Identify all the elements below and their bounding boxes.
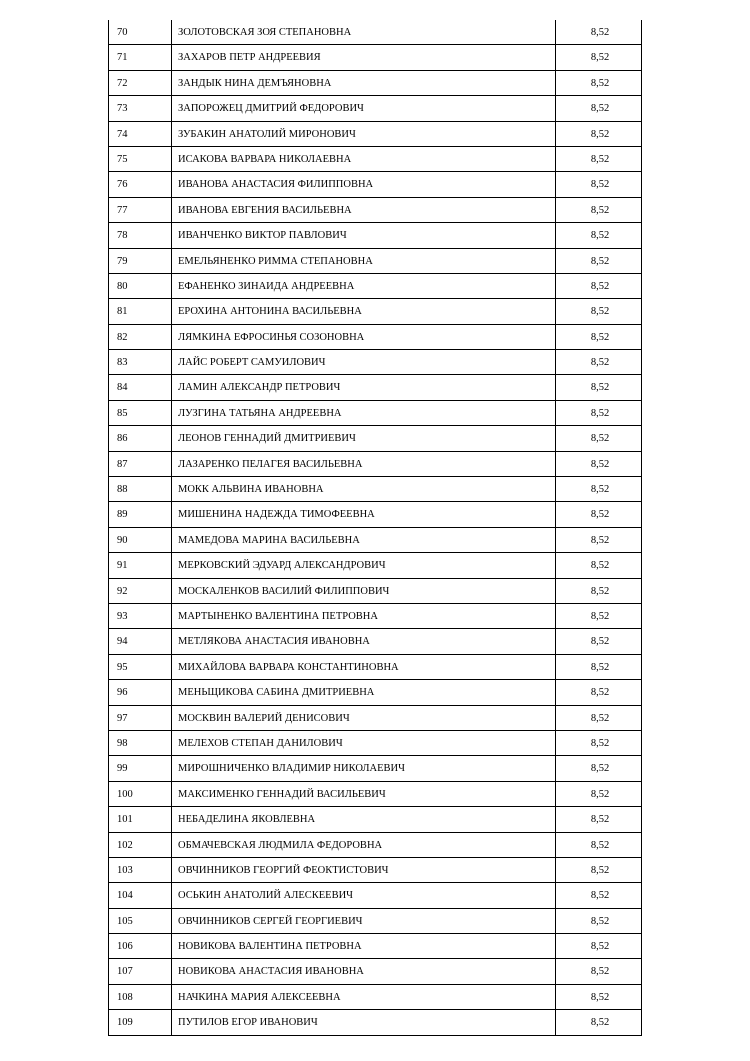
row-number-cell: [109, 96, 172, 121]
row-number-cell: [109, 248, 172, 273]
amount-text: 8,52: [590, 788, 610, 800]
row-number-cell: [109, 603, 172, 628]
amount-cell: [556, 527, 642, 552]
row-number-text: 74: [117, 128, 128, 140]
full-name-cell: [172, 146, 556, 171]
full-name-cell: [172, 730, 556, 755]
full-name-text: ЗОЛОТОВСКАЯ ЗОЯ СТЕПАНОВНА: [178, 27, 352, 38]
row-number-text: 72: [117, 77, 128, 89]
amount-cell: [556, 578, 642, 603]
full-name-text: ОВЧИННИКОВ ГЕОРГИЙ ФЕОКТИСТОВИЧ: [178, 864, 389, 876]
full-name-cell: [172, 1010, 556, 1035]
amount-cell: [556, 96, 642, 121]
row-number-text: 77: [117, 204, 128, 216]
row-number-cell: [109, 984, 172, 1009]
row-number-cell: [109, 121, 172, 146]
full-name-text: НЕБАДЕЛИНА ЯКОВЛЕВНА: [178, 814, 316, 826]
full-name-text: ЕМЕЛЬЯНЕНКО РИММА СТЕПАНОВНА: [178, 255, 373, 267]
full-name-text: ИВАНОВА ЕВГЕНИЯ ВАСИЛЬЕВНА: [178, 204, 352, 216]
full-name-cell: [172, 96, 556, 121]
table-row: [109, 629, 642, 654]
table-row: [109, 578, 642, 603]
full-name-text: МЕТЛЯКОВА АНАСТАСИЯ ИВАНОВНА: [178, 636, 370, 648]
row-number-text: 76: [117, 179, 128, 191]
amount-text: 8,52: [590, 687, 610, 699]
row-number-cell: [109, 400, 172, 425]
row-number-text: 86: [117, 433, 128, 445]
row-number-cell: [109, 20, 172, 45]
amount-text: 8,52: [590, 128, 610, 140]
table-row: [109, 70, 642, 95]
row-number-text: 104: [117, 890, 133, 902]
row-number-text: 106: [117, 941, 133, 953]
amount-text: 8,52: [590, 839, 610, 851]
row-number-cell: [109, 807, 172, 832]
full-name-cell: [172, 959, 556, 984]
amount-cell: [556, 629, 642, 654]
table-body: [109, 20, 642, 1035]
table-row: [109, 273, 642, 298]
full-name-text: ЛАЙС РОБЕРТ САМУИЛОВИЧ: [178, 357, 326, 369]
amount-text: 8,52: [590, 610, 610, 622]
table-row: [109, 603, 642, 628]
row-number-cell: [109, 756, 172, 781]
full-name-text: НОВИКОВА АНАСТАСИЯ ИВАНОВНА: [178, 966, 364, 978]
row-number-cell: [109, 857, 172, 882]
full-name-text: ЛАЗАРЕНКО ПЕЛАГЕЯ ВАСИЛЬЕВНА: [178, 458, 363, 470]
table-row: [109, 984, 642, 1009]
amount-text: 8,52: [590, 357, 610, 369]
table-row: [109, 705, 642, 730]
amount-text: 8,52: [590, 941, 610, 953]
full-name-cell: [172, 400, 556, 425]
full-name-text: ИВАНОВА АНАСТАСИЯ ФИЛИППОВНА: [178, 179, 374, 191]
table-row: [109, 934, 642, 959]
amount-cell: [556, 705, 642, 730]
amount-cell: [556, 807, 642, 832]
row-number-text: 80: [117, 280, 128, 292]
full-name-cell: [172, 756, 556, 781]
amount-cell: [556, 146, 642, 171]
full-name-cell: [172, 451, 556, 476]
full-name-cell: [172, 857, 556, 882]
row-number-cell: [109, 578, 172, 603]
amount-cell: [556, 20, 642, 45]
full-name-text: ЛАМИН АЛЕКСАНДР ПЕТРОВИЧ: [178, 382, 341, 394]
amount-text: 8,52: [590, 153, 610, 165]
full-name-text: ПУТИЛОВ ЕГОР ИВАНОВИЧ: [178, 1017, 318, 1029]
table-row: [109, 1010, 642, 1035]
table-row: [109, 756, 642, 781]
full-name-text: МЕРКОВСКИЙ ЭДУАРД АЛЕКСАНДРОВИЧ: [178, 560, 386, 572]
amount-text: 8,52: [590, 737, 610, 749]
full-name-cell: [172, 477, 556, 502]
full-name-cell: [172, 908, 556, 933]
row-number-cell: [109, 629, 172, 654]
amount-cell: [556, 375, 642, 400]
amount-cell: [556, 883, 642, 908]
row-number-text: 70: [117, 27, 128, 38]
row-number-text: 107: [117, 966, 133, 978]
full-name-text: МЕНЬЩИКОВА САБИНА ДМИТРИЕВНА: [178, 687, 375, 699]
table-row: [109, 426, 642, 451]
row-number-cell: [109, 883, 172, 908]
amount-cell: [556, 730, 642, 755]
amount-cell: [556, 172, 642, 197]
row-number-text: 71: [117, 52, 128, 64]
amount-cell: [556, 451, 642, 476]
full-name-cell: [172, 45, 556, 70]
full-name-text: МИШЕНИНА НАДЕЖДА ТИМОФЕЕВНА: [178, 509, 375, 521]
row-number-cell: [109, 324, 172, 349]
amount-text: 8,52: [590, 509, 610, 521]
table-row: [109, 908, 642, 933]
row-number-text: 103: [117, 864, 133, 876]
full-name-cell: [172, 934, 556, 959]
table-row: [109, 502, 642, 527]
table-row: [109, 223, 642, 248]
full-name-cell: [172, 883, 556, 908]
amount-cell: [556, 680, 642, 705]
full-name-cell: [172, 527, 556, 552]
table-row: [109, 197, 642, 222]
amount-text: 8,52: [590, 103, 610, 115]
amount-cell: [556, 908, 642, 933]
full-name-text: ЕФАНЕНКО ЗИНАИДА АНДРЕЕВНА: [178, 280, 355, 292]
row-number-cell: [109, 908, 172, 933]
row-number-text: 109: [117, 1017, 133, 1029]
full-name-text: МИРОШНИЧЕНКО ВЛАДИМИР НИКОЛАЕВИЧ: [178, 763, 405, 775]
row-number-text: 88: [117, 484, 128, 496]
full-name-cell: [172, 654, 556, 679]
full-name-text: ЛУЗГИНА ТАТЬЯНА АНДРЕЕВНА: [178, 407, 342, 419]
full-name-text: ЕРОХИНА АНТОНИНА ВАСИЛЬЕВНА: [178, 306, 362, 318]
amount-cell: [556, 857, 642, 882]
full-name-text: ИВАНЧЕНКО ВИКТОР ПАВЛОВИЧ: [178, 230, 347, 242]
amount-cell: [556, 223, 642, 248]
amount-cell: [556, 70, 642, 95]
table-row: [109, 45, 642, 70]
row-number-cell: [109, 172, 172, 197]
row-number-text: 79: [117, 255, 128, 267]
amount-cell: [556, 477, 642, 502]
row-number-text: 93: [117, 610, 128, 622]
full-name-text: МАРТЫНЕНКО ВАЛЕНТИНА ПЕТРОВНА: [178, 610, 378, 622]
amount-text: 8,52: [590, 915, 610, 927]
recipients-table: [108, 20, 642, 1036]
amount-cell: [556, 273, 642, 298]
row-number-cell: [109, 680, 172, 705]
full-name-text: ЗАПОРОЖЕЦ ДМИТРИЙ ФЕДОРОВИЧ: [178, 103, 364, 115]
amount-text: 8,52: [590, 407, 610, 419]
table-row: [109, 857, 642, 882]
full-name-text: ОСЬКИН АНАТОЛИЙ АЛЕСКЕЕВИЧ: [178, 890, 353, 902]
row-number-cell: [109, 832, 172, 857]
full-name-cell: [172, 705, 556, 730]
row-number-text: 98: [117, 737, 128, 749]
row-number-cell: [109, 146, 172, 171]
full-name-text: ОБМАЧЕВСКАЯ ЛЮДМИЛА ФЕДОРОВНА: [178, 839, 383, 851]
row-number-cell: [109, 959, 172, 984]
amount-cell: [556, 654, 642, 679]
amount-text: 8,52: [590, 179, 610, 191]
full-name-cell: [172, 578, 556, 603]
amount-cell: [556, 502, 642, 527]
row-number-text: 75: [117, 153, 128, 165]
amount-text: 8,52: [590, 534, 610, 546]
full-name-text: ЗАХАРОВ ПЕТР АНДРЕЕВИЯ: [178, 52, 321, 64]
amount-text: 8,52: [590, 306, 610, 318]
row-number-text: 82: [117, 331, 128, 343]
amount-cell: [556, 603, 642, 628]
table-row: [109, 883, 642, 908]
row-number-cell: [109, 705, 172, 730]
amount-text: 8,52: [590, 966, 610, 978]
amount-cell: [556, 121, 642, 146]
full-name-text: ЗУБАКИН АНАТОЛИЙ МИРОНОВИЧ: [178, 128, 356, 140]
row-number-cell: [109, 197, 172, 222]
row-number-cell: [109, 375, 172, 400]
full-name-cell: [172, 324, 556, 349]
full-name-cell: [172, 121, 556, 146]
row-number-text: 83: [117, 357, 128, 369]
table-row: [109, 299, 642, 324]
row-number-text: 81: [117, 306, 128, 318]
full-name-text: МИХАЙЛОВА ВАРВАРА КОНСТАНТИНОВНА: [178, 661, 399, 673]
amount-text: 8,52: [590, 991, 610, 1003]
row-number-cell: [109, 45, 172, 70]
row-number-text: 92: [117, 585, 128, 597]
amount-cell: [556, 248, 642, 273]
amount-text: 8,52: [590, 636, 610, 648]
amount-text: 8,52: [590, 230, 610, 242]
full-name-cell: [172, 781, 556, 806]
amount-cell: [556, 756, 642, 781]
row-number-text: 99: [117, 763, 128, 775]
table-row: [109, 553, 642, 578]
row-number-text: 94: [117, 636, 128, 648]
row-number-text: 91: [117, 560, 128, 572]
amount-cell: [556, 984, 642, 1009]
table-row: [109, 680, 642, 705]
full-name-cell: [172, 680, 556, 705]
row-number-text: 105: [117, 915, 133, 927]
amount-cell: [556, 299, 642, 324]
full-name-cell: [172, 807, 556, 832]
table-row: [109, 477, 642, 502]
table-row: [109, 172, 642, 197]
full-name-cell: [172, 273, 556, 298]
amount-cell: [556, 781, 642, 806]
amount-cell: [556, 426, 642, 451]
full-name-cell: [172, 603, 556, 628]
full-name-text: ЛЯМКИНА ЕФРОСИНЬЯ СОЗОНОВНА: [178, 331, 365, 343]
table-row: [109, 451, 642, 476]
full-name-text: МАКСИМЕНКО ГЕННАДИЙ ВАСИЛЬЕВИЧ: [178, 788, 386, 800]
row-number-cell: [109, 781, 172, 806]
amount-cell: [556, 832, 642, 857]
amount-cell: [556, 45, 642, 70]
row-number-cell: [109, 451, 172, 476]
row-number-cell: [109, 553, 172, 578]
row-number-cell: [109, 426, 172, 451]
full-name-cell: [172, 223, 556, 248]
row-number-cell: [109, 350, 172, 375]
amount-cell: [556, 934, 642, 959]
amount-text: 8,52: [590, 585, 610, 597]
row-number-cell: [109, 730, 172, 755]
amount-text: 8,52: [590, 560, 610, 572]
amount-text: 8,52: [590, 280, 610, 292]
full-name-text: ОВЧИННИКОВ СЕРГЕЙ ГЕОРГИЕВИЧ: [178, 915, 363, 927]
full-name-cell: [172, 248, 556, 273]
table-row: [109, 121, 642, 146]
amount-cell: [556, 324, 642, 349]
row-number-text: 97: [117, 712, 128, 724]
amount-text: 8,52: [590, 52, 610, 64]
full-name-cell: [172, 299, 556, 324]
full-name-text: МОСКАЛЕНКОВ ВАСИЛИЙ ФИЛИППОВИЧ: [178, 585, 390, 597]
amount-text: 8,52: [590, 712, 610, 724]
full-name-text: НОВИКОВА ВАЛЕНТИНА ПЕТРОВНА: [178, 941, 362, 953]
full-name-cell: [172, 832, 556, 857]
table-row: [109, 832, 642, 857]
row-number-text: 87: [117, 458, 128, 470]
full-name-cell: [172, 629, 556, 654]
amount-text: 8,52: [590, 1017, 610, 1029]
full-name-cell: [172, 553, 556, 578]
row-number-cell: [109, 934, 172, 959]
amount-text: 8,52: [590, 763, 610, 775]
row-number-text: 73: [117, 103, 128, 115]
row-number-cell: [109, 299, 172, 324]
full-name-cell: [172, 350, 556, 375]
full-name-cell: [172, 502, 556, 527]
row-number-text: 89: [117, 509, 128, 521]
amount-text: 8,52: [590, 890, 610, 902]
amount-text: 8,52: [590, 77, 610, 89]
amount-text: 8,52: [590, 661, 610, 673]
amount-text: 8,52: [590, 484, 610, 496]
row-number-cell: [109, 223, 172, 248]
table-row: [109, 730, 642, 755]
amount-cell: [556, 350, 642, 375]
full-name-text: ЗАНДЫК НИНА ДЕМЪЯНОВНА: [178, 77, 332, 89]
row-number-text: 108: [117, 991, 133, 1003]
table-row: [109, 527, 642, 552]
row-number-text: 78: [117, 230, 128, 242]
full-name-cell: [172, 20, 556, 45]
full-name-cell: [172, 984, 556, 1009]
amount-text: 8,52: [590, 331, 610, 343]
amount-cell: [556, 959, 642, 984]
row-number-cell: [109, 477, 172, 502]
row-number-text: 96: [117, 687, 128, 699]
full-name-cell: [172, 70, 556, 95]
table-row: [109, 400, 642, 425]
table-row: [109, 781, 642, 806]
full-name-text: ИСАКОВА ВАРВАРА НИКОЛАЕВНА: [178, 153, 352, 165]
table-row: [109, 324, 642, 349]
amount-text: 8,52: [590, 27, 610, 38]
row-number-text: 90: [117, 534, 128, 546]
full-name-text: МОСКВИН ВАЛЕРИЙ ДЕНИСОВИЧ: [178, 712, 350, 724]
row-number-text: 102: [117, 839, 133, 851]
amount-text: 8,52: [590, 458, 610, 470]
table-row: [109, 20, 642, 45]
row-number-text: 95: [117, 661, 128, 673]
row-number-text: 84: [117, 382, 128, 394]
row-number-cell: [109, 70, 172, 95]
amount-text: 8,52: [590, 433, 610, 445]
amount-cell: [556, 553, 642, 578]
row-number-cell: [109, 1010, 172, 1035]
full-name-cell: [172, 426, 556, 451]
row-number-cell: [109, 273, 172, 298]
table-row: [109, 248, 642, 273]
amount-text: 8,52: [590, 255, 610, 267]
full-name-cell: [172, 172, 556, 197]
row-number-text: 85: [117, 407, 128, 419]
table-row: [109, 654, 642, 679]
full-name-text: МОКК АЛЬВИНА ИВАНОВНА: [178, 484, 324, 496]
row-number-text: 100: [117, 788, 133, 800]
table-row: [109, 807, 642, 832]
amount-text: 8,52: [590, 864, 610, 876]
amount-text: 8,52: [590, 814, 610, 826]
table-row: [109, 375, 642, 400]
amount-cell: [556, 400, 642, 425]
full-name-text: ЛЕОНОВ ГЕННАДИЙ ДМИТРИЕВИЧ: [178, 433, 356, 445]
row-number-text: 101: [117, 814, 133, 826]
amount-cell: [556, 1010, 642, 1035]
full-name-cell: [172, 375, 556, 400]
row-number-cell: [109, 654, 172, 679]
amount-text: 8,52: [590, 382, 610, 394]
table-row: [109, 959, 642, 984]
full-name-cell: [172, 197, 556, 222]
table-row: [109, 146, 642, 171]
table-row: [109, 96, 642, 121]
table-row: [109, 350, 642, 375]
row-number-cell: [109, 527, 172, 552]
full-name-text: МАМЕДОВА МАРИНА ВАСИЛЬЕВНА: [178, 534, 360, 546]
row-number-cell: [109, 502, 172, 527]
full-name-text: НАЧКИНА МАРИЯ АЛЕКСЕЕВНА: [178, 991, 341, 1003]
full-name-text: МЕЛЕХОВ СТЕПАН ДАНИЛОВИЧ: [178, 737, 343, 749]
amount-text: 8,52: [590, 204, 610, 216]
amount-cell: [556, 197, 642, 222]
